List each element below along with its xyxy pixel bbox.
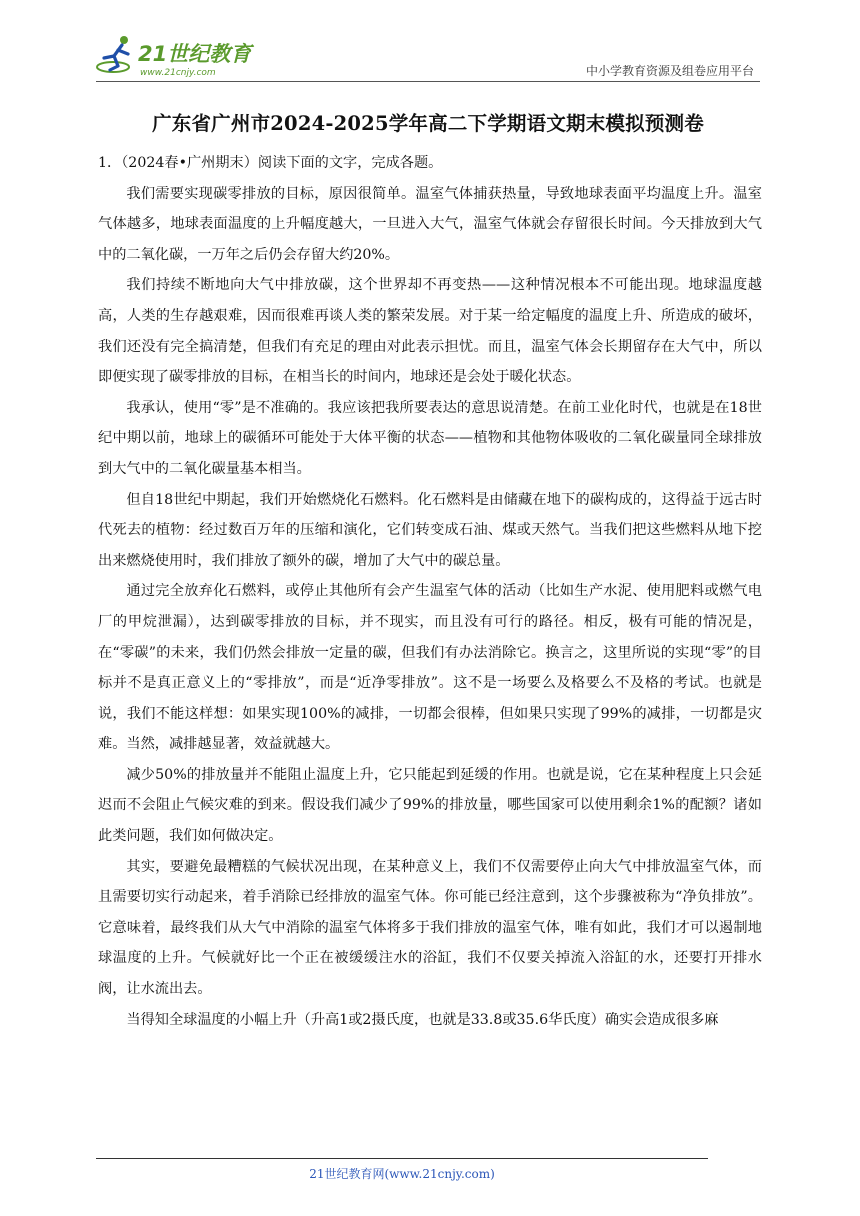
footer-divider [96,1158,708,1159]
paragraph: 我承认，使用“零”是不准确的。我应该把我所要表达的意思说清楚。在前工业化时代，也就是在18世纪中期以前，地球上的碳循环可能处于大体平衡的状态——植物和其他物体吸收的二氧化碳量同全球排放到大气中的二氧化碳量基本相当。 [98,399,762,477]
paragraph: 其实，要避免最糟糕的气候状况出现，在某种意义上，我们不仅需要停止向大气中排放温室气体，而且需要切实行动起来，着手消除已经排放的温室气体。你可能已经注意到，这个步骤被称为“净负排放”。它意味着，最终我们从大气中消除的温室气体将多于我们排放的温室气体，唯有如此，我们才可以遏制地球温度的上升。气候就好比一个正在被缓缓注水的浴缸，我们不仅要关掉流入浴缸的水，还要打开排水阀，让水流出去。 [98,858,762,998]
paragraph: 我们持续不断地向大气中排放碳，这个世界却不再变热——这种情况根本不可能出现。地球温度越高，人类的生存越艰难，因而很难再谈人类的繁荣发展。对于某一给定幅度的温度上升、所造成的破坏，我们还没有完全搞清楚，但我们有充足的理由对此表示担忧。而且，温室气体会长期留存在大气中，所以即便实现了碳零排放的目标，在相当长的时间内，地球还是会处于暖化状态。 [98,277,762,386]
question-source: （2024春•广州期末） [121,155,258,171]
footer-link[interactable]: 21世纪教育网(www.21cnjy.com) [309,1167,495,1181]
paragraph: 但自18世纪中期起，我们开始燃烧化石燃料。化石燃料是由储藏在地下的碳构成的，这得益于远古时代死去的植物：经过数百万年的压缩和演化，它们转变成石油、煤或天然气。当我们把这些燃料从地下挖出来燃烧使用时，我们排放了额外的碳，增加了大气中的碳总量。 [98,491,762,569]
site-logo[interactable] [96,34,261,78]
logo-text: 21世纪教育 [138,42,252,66]
page-header [96,34,760,80]
logo-url: www.21cnjy.com [140,68,216,78]
document-body [98,148,762,1035]
question-line [98,148,762,179]
document-title: 广东省广州市2024-2025学年高二下学期语文期末模拟预测卷 [152,112,704,135]
question-number: 1． [98,155,122,171]
paragraph: 当得知全球温度的小幅上升（升高1或2摄氏度，也就是33.8或35.6华氏度）确实会造成很多麻 [126,1011,719,1028]
header-divider [96,81,760,82]
running-figure-icon [97,36,129,72]
paragraph: 减少50%的排放量并不能阻止温度上升，它只能起到延缓的作用。也就是说，它在某种程度上只会延迟而不会阻止气候灾难的到来。假设我们减少了99%的排放量，哪些国家可以使用剩余1%的配额？诸如此类问题，我们如何做决定。 [98,766,762,845]
paragraph: 我们需要实现碳零排放的目标，原因很简单。温室气体捕获热量，导致地球表面平均温度上升。温室气体越多，地球表面温度的上升幅度越大，一旦进入大气，温室气体就会存留很长时间。今天排放到大气中的二氧化碳，一万年之后仍会存留大约20%。 [98,185,762,263]
platform-name: 中小学教育资源及组卷应用平台 [585,64,754,78]
question-prompt: 阅读下面的文字，完成各题。 [257,155,443,171]
paragraph: 通过完全放弃化石燃料，或停止其他所有会产生温室气体的活动（比如生产水泥、使用肥料或燃气电厂的甲烷泄漏），达到碳零排放的目标，并不现实，而且没有可行的路径。相反，极有可能的情况是，在“零碳”的未来，我们仍然会排放一定量的碳，但我们有办法消除它。换言之，这里所说的实现“零”的目标并不是真正意义上的“零排放”，而是“近净零排放”。这不是一场要么及格要么不及格的考试。也就是说，我们不能这样想：如果实现100%的减排，一切都会很棒，但如果只实现了99%的减排，一切都是灾难。当然，减排越显著，效益就越大。 [98,583,762,753]
